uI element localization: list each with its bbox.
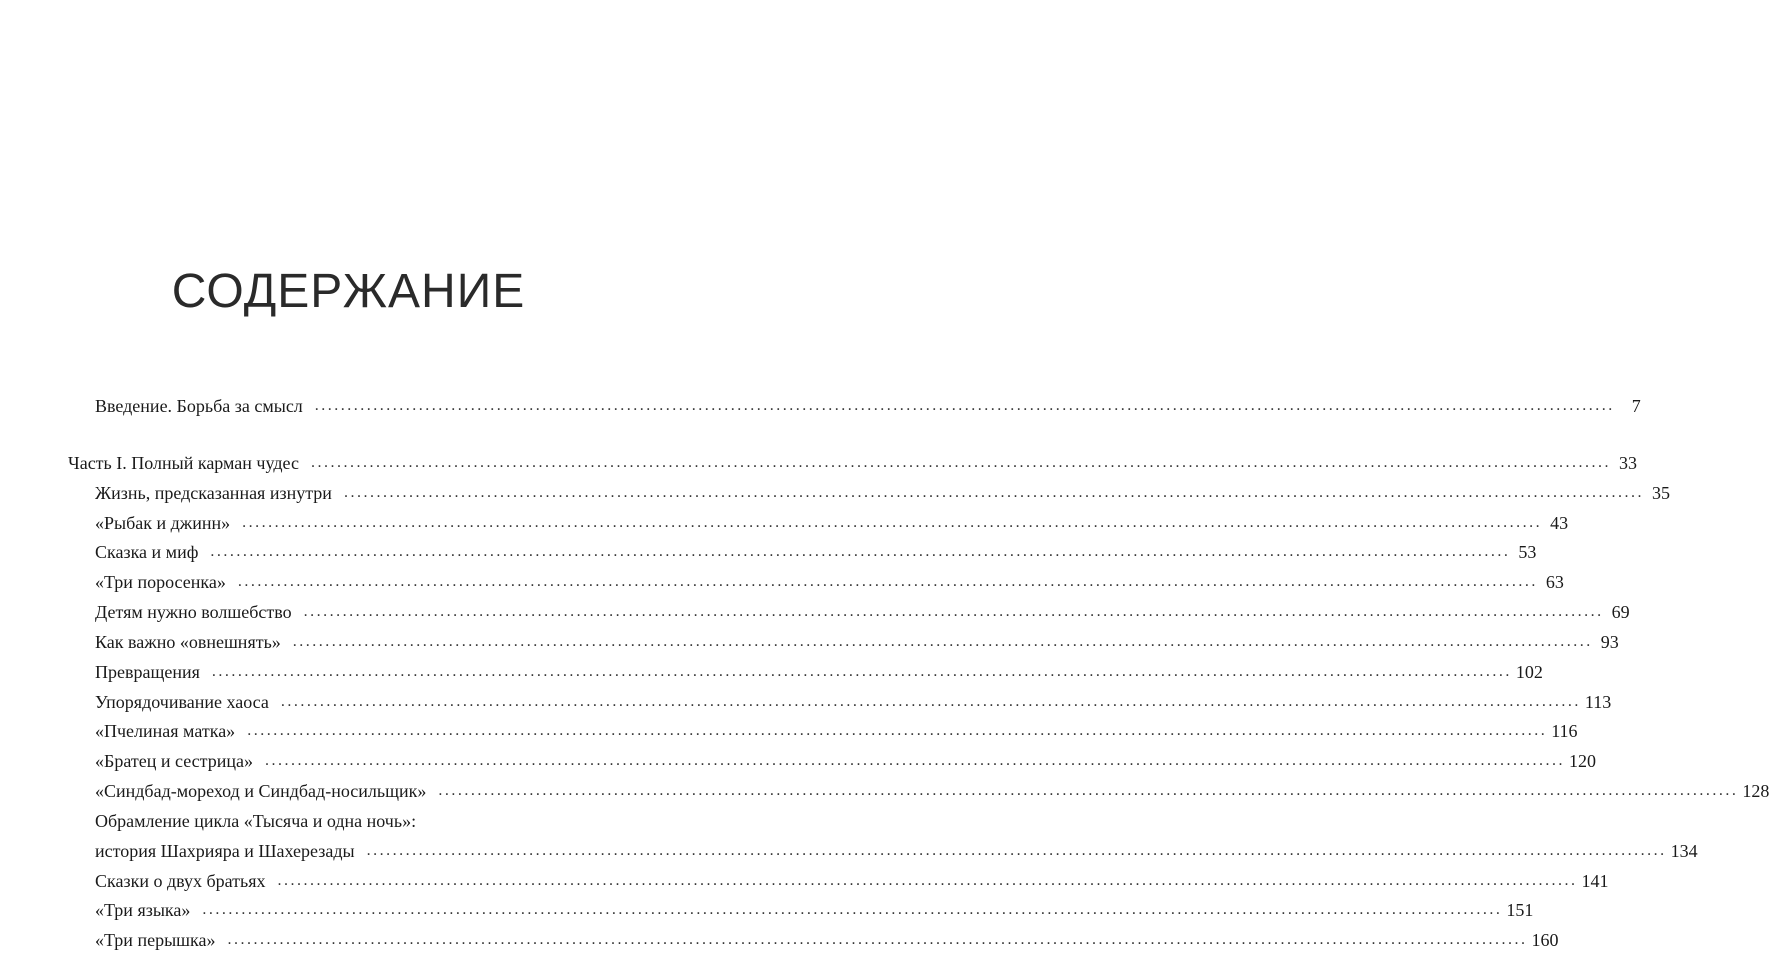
dot-leader: ........................................................................................................................................................................................................ xyxy=(438,782,1739,799)
toc-entry-label: «Братец и сестрица» xyxy=(95,751,253,771)
dot-leader: ........................................................................................................................................................................................................ xyxy=(202,901,1503,918)
toc-entry xyxy=(95,627,1619,657)
dot-leader: ........................................................................................................................................................................................................ xyxy=(237,573,1538,590)
toc-entry-page-number: 134 xyxy=(1670,841,1698,861)
toc-entry-label: Часть I. Полный карман чудес xyxy=(68,453,299,473)
toc-entry-page-number: 141 xyxy=(1581,871,1609,891)
toc-entry-page-number: 7 xyxy=(1631,396,1641,416)
dot-leader: ........................................................................................................................................................................................................ xyxy=(242,514,1543,531)
toc-entry-label: «Синдбад-мореход и Синдбад-носильщик» xyxy=(95,781,427,801)
toc-entry xyxy=(95,597,1630,627)
toc-entry-label: «Три поросенка» xyxy=(95,572,226,592)
toc-entry-page-number: 63 xyxy=(1545,572,1564,592)
dot-leader: ........................................................................................................................................................................................................ xyxy=(366,842,1667,859)
toc-entry-label: «Пчелиная матка» xyxy=(95,721,236,741)
toc-entry-label: Обрамление цикла «Тысяча и одна ночь»: xyxy=(95,811,417,831)
toc-entry xyxy=(95,806,629,836)
toc-entry-page-number: 116 xyxy=(1551,721,1578,741)
dot-leader: ........................................................................................................................................................................................................ xyxy=(210,543,1511,560)
toc-entry-page-number: 120 xyxy=(1568,751,1596,771)
toc-entry-page-number: 102 xyxy=(1515,662,1543,682)
dot-leader: ........................................................................................................................................................................................................ xyxy=(292,633,1593,650)
toc-entry xyxy=(95,508,1569,538)
toc-entry xyxy=(95,537,1537,567)
toc-entry xyxy=(95,657,1543,687)
toc-entry-page-number: 93 xyxy=(1600,632,1619,652)
toc-entry xyxy=(95,776,1769,806)
toc-entry-page-number: 151 xyxy=(1506,900,1534,920)
toc-entry-page-number: 35 xyxy=(1651,483,1670,503)
toc-entry-page-number: 43 xyxy=(1550,513,1569,533)
toc-entry-label: Как важно «овнешнять» xyxy=(95,632,281,652)
toc-entry xyxy=(95,895,1534,925)
toc-entry xyxy=(95,567,1564,597)
dot-leader: ........................................................................................................................................................................................................ xyxy=(314,397,1615,414)
dot-leader: ........................................................................................................................................................................................................ xyxy=(303,603,1604,620)
dot-leader: ........................................................................................................................................................................................................ xyxy=(227,931,1528,948)
toc-entry-page-number: 33 xyxy=(1618,453,1637,473)
page-title: СОДЕРЖАНИЕ xyxy=(171,265,526,318)
toc-entry xyxy=(95,746,1596,776)
toc-entry xyxy=(95,836,1698,866)
toc-entry-label: Упорядочивание хаоса xyxy=(95,692,269,712)
toc-entry-label: «Рыбак и джинн» xyxy=(95,513,231,533)
toc-entry-page-number: 128 xyxy=(1742,781,1769,801)
toc-entry-label: Сказка и миф xyxy=(95,542,199,562)
toc-entry-page-number: 160 xyxy=(1531,930,1559,950)
dot-leader: ........................................................................................................................................................................................................ xyxy=(280,693,1581,710)
toc-entry-page-number: 69 xyxy=(1611,602,1630,622)
dot-leader: ........................................................................................................................................................................................................ xyxy=(247,722,1548,739)
toc-entry-label: Детям нужно волшебство xyxy=(95,602,292,622)
toc-entry xyxy=(95,391,1641,421)
toc-entry-label: Сказки о двух братьях xyxy=(95,871,266,891)
toc-entry xyxy=(95,478,1670,508)
toc-entry-label: Жизнь, предсказанная изнутри xyxy=(95,483,332,503)
toc-entry-label: «Три языка» xyxy=(95,900,191,920)
toc-entry-page-number: 113 xyxy=(1584,692,1612,712)
dot-leader: ........................................................................................................................................................................................................ xyxy=(277,872,1578,889)
toc-entry-label: «Три перышка» xyxy=(95,930,216,950)
toc-entry xyxy=(95,716,1578,746)
toc-entry-label: Введение. Борьба за смысл xyxy=(95,396,303,416)
toc-entry-label: история Шахрияра и Шахерезады xyxy=(95,841,355,861)
dot-leader: ........................................................................................................................................................................................................ xyxy=(211,663,1512,680)
dot-leader: ........................................................................................................................................................................................................ xyxy=(310,454,1611,471)
toc-entry-label: Превращения xyxy=(95,662,200,682)
dot-leader: ........................................................................................................................................................................................................ xyxy=(343,484,1644,501)
toc-entry-page-number: 53 xyxy=(1518,542,1537,562)
toc-entry xyxy=(68,448,1637,478)
toc-entry xyxy=(95,687,1612,717)
dot-leader: ........................................................................................................................................................................................................ xyxy=(264,752,1565,769)
toc-entry xyxy=(95,866,1609,896)
toc-entry xyxy=(95,925,1559,955)
